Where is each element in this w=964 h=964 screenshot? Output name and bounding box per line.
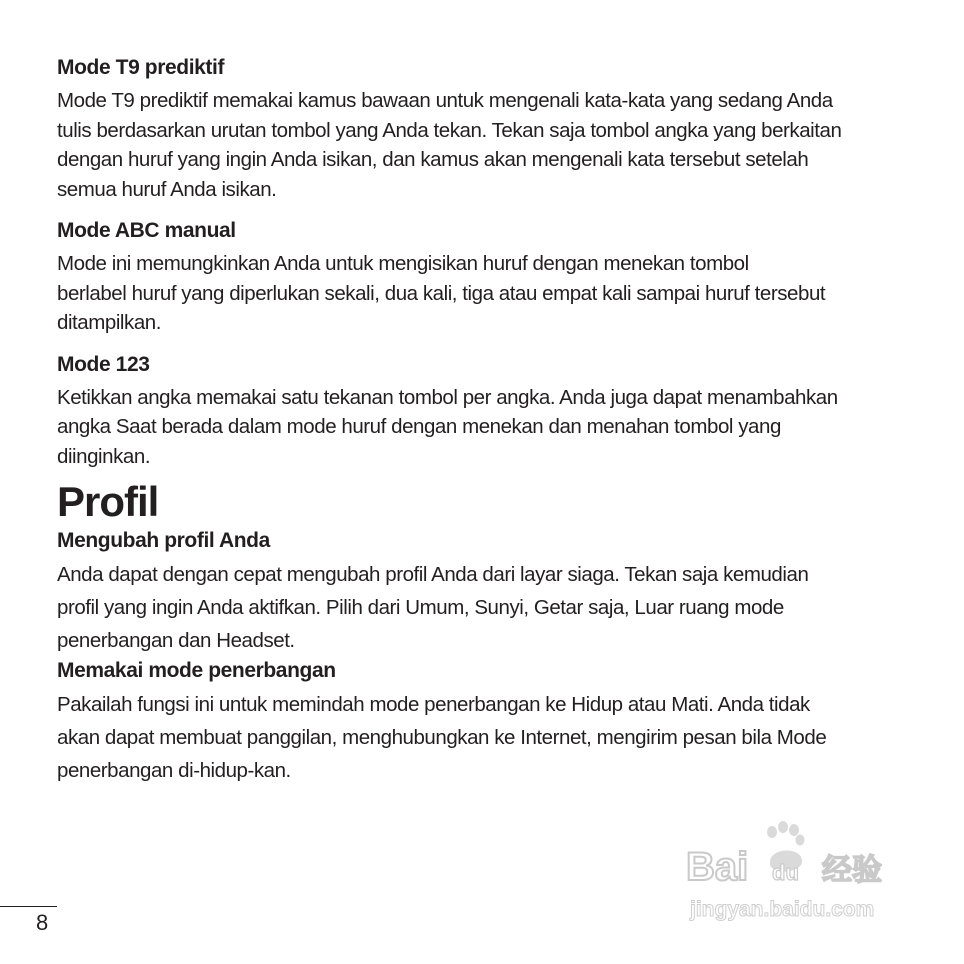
section-heading-t9: Mode T9 prediktif — [57, 56, 225, 79]
section-body-t9: Mode T9 prediktif memakai kamus bawaan untuk mengenali kata-kata yang sedang Anda tulis berdasarkan urutan tombol yang Anda tekan. Tekan saja tombol angka yang berkaitan dengan huruf yang ingin Anda isikan, dan kamus akan mengenali kata tersebut setelah semua huruf Anda isikan. — [57, 89, 842, 201]
page-number: 8 — [36, 910, 49, 935]
watermark-brand-left: Bai — [686, 845, 749, 889]
profil-body-change: Anda dapat dengan cepat mengubah profil Anda dari layar siaga. Tekan saja kemudian profil yang ingin Anda aktifkan. Pilih dari Umum, Sunyi, Getar saja, Luar ruang mode penerbangan dan Headset. — [57, 563, 809, 652]
profil-title: Profil — [57, 478, 159, 525]
section-body-123: Ketikkan angka memakai satu tekanan tombol per angka. Anda juga dapat menambahkan angka Saat berada dalam mode huruf dengan menekan dan menahan tombol yang diinginkan. — [57, 385, 838, 468]
watermark-brand-right: du — [772, 860, 799, 885]
profil-body-flight: Pakailah fungsi ini untuk memindah mode penerbangan ke Hidup atau Mati. Anda tidak akan dapat membuat panggilan, menghubungkan ke Internet, mengirim pesan bila Mode penerbangan di-hidup-kan. — [57, 693, 827, 782]
baidu-watermark-logo — [684, 818, 909, 928]
section-heading-123: Mode 123 — [57, 352, 150, 376]
section-heading-abc: Mode ABC manual — [57, 219, 236, 242]
section-body-abc: Mode ini memungkinkan Anda untuk mengisikan huruf dengan menekan tombol berlabel huruf yang diperlukan sekali, dua kali, tiga atau empat kali sampai huruf tersebut ditampilkan. — [57, 252, 826, 334]
watermark-url: jingyan.baidu.com — [690, 898, 875, 921]
watermark-brand-cn: 经验 — [822, 853, 882, 888]
profil-heading-flight: Memakai mode penerbangan — [57, 659, 336, 682]
page-number-rule — [0, 906, 57, 907]
profil-heading-change: Mengubah profil Anda — [57, 529, 270, 552]
document-body — [57, 54, 917, 787]
